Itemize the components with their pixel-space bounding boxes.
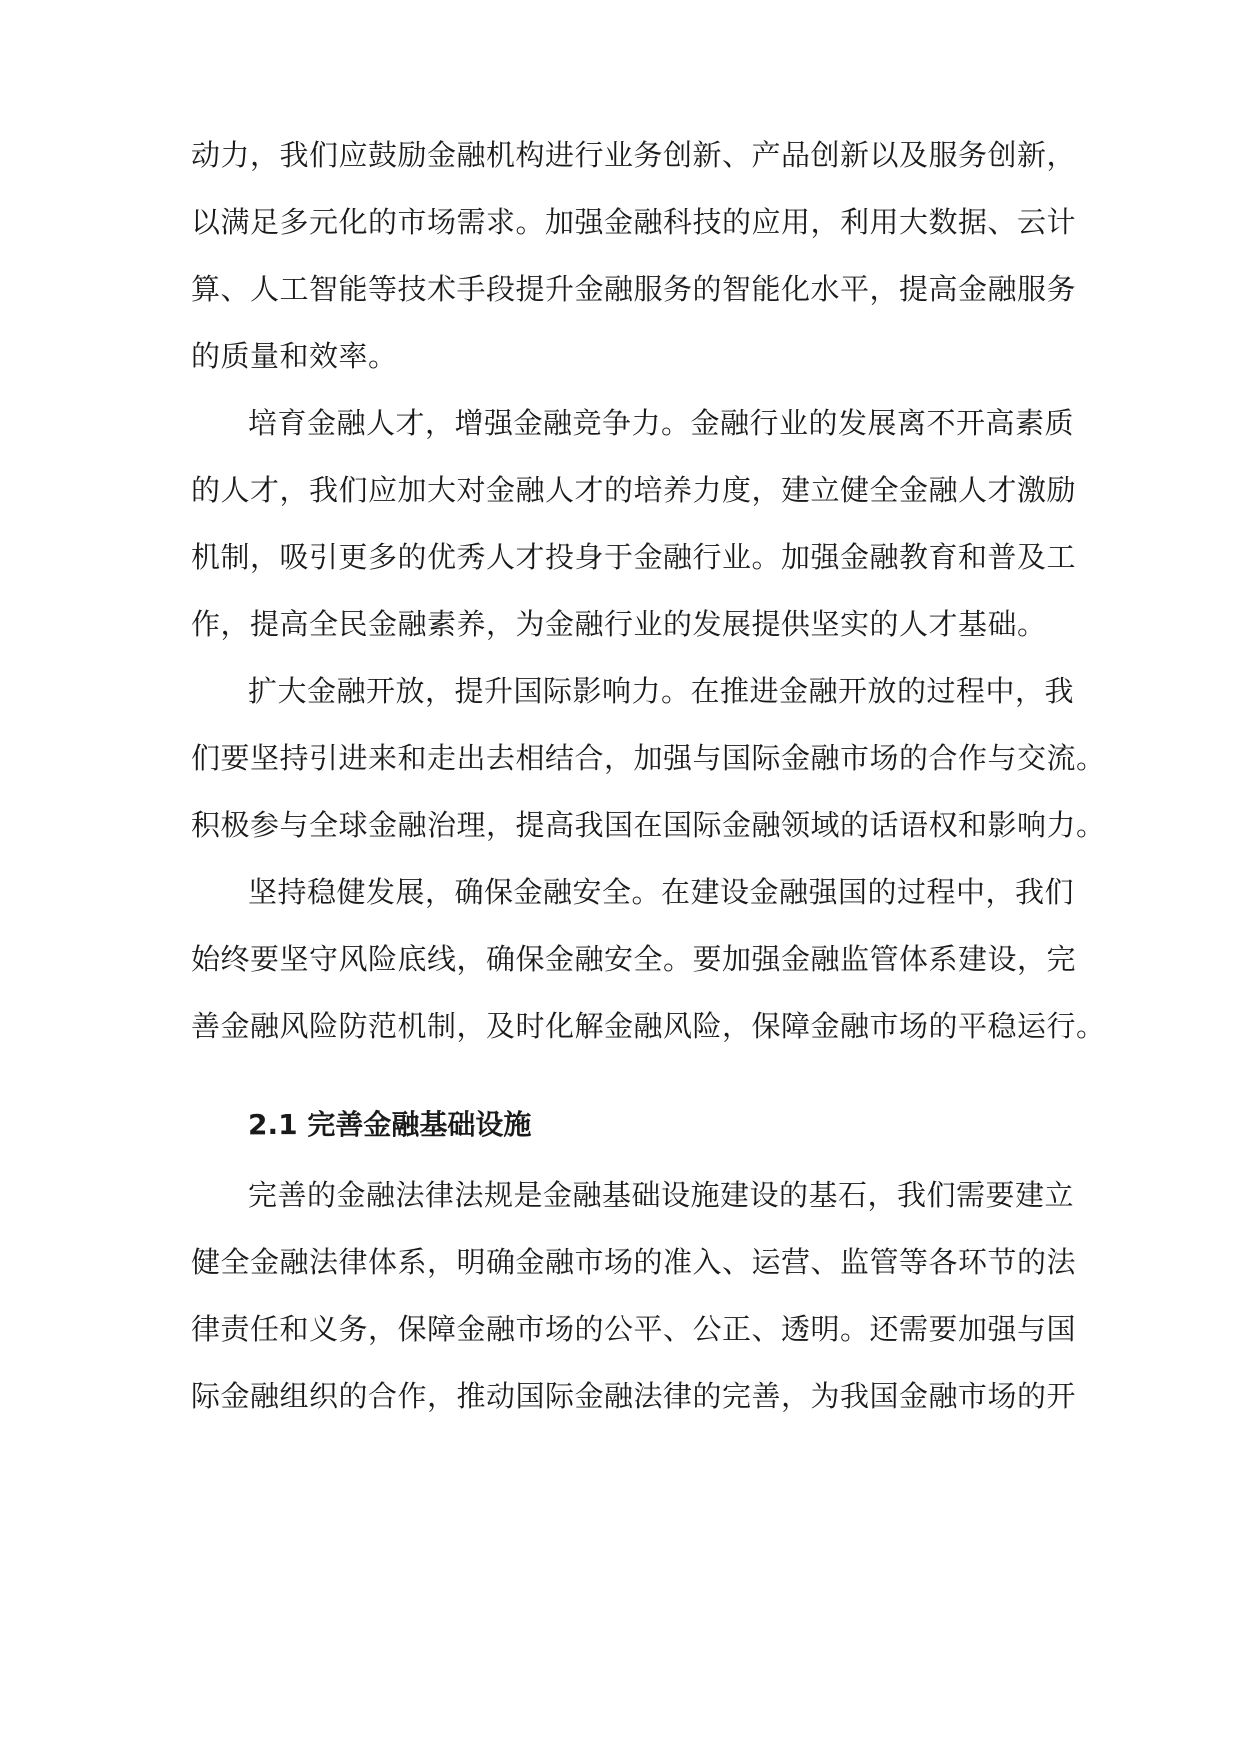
paragraph-1-line-3: 算、人工智能等技术手段提升金融服务的智能化水平，提高金融服务 <box>191 272 1077 306</box>
paragraph-5-line-1: 完善的金融法律法规是金融基础设施建设的基石，我们需要建立 <box>248 1178 1075 1212</box>
paragraph-1-line-1: 动力，我们应鼓励金融机构进行业务创新、产品创新以及服务创新， <box>191 138 1077 172</box>
paragraph-5-line-4: 际金融组织的合作，推动国际金融法律的完善，为我国金融市场的开 <box>191 1379 1077 1413</box>
paragraph-2-line-3: 机制，吸引更多的优秀人才投身于金融行业。加强金融教育和普及工 <box>191 540 1077 574</box>
paragraph-5-line-2: 健全金融法律体系，明确金融市场的准入、运营、监管等各环节的法 <box>191 1245 1077 1279</box>
paragraph-2-line-4: 作，提高全民金融素养，为金融行业的发展提供坚实的人才基础。 <box>191 607 1047 641</box>
paragraph-1-line-4: 的质量和效率。 <box>191 339 398 373</box>
paragraph-1-line-2: 以满足多元化的市场需求。加强金融科技的应用，利用大数据、云计 <box>191 205 1077 239</box>
section-heading: 2.1 完善金融基础设施 <box>248 1108 532 1141</box>
paragraph-2-line-2: 的人才，我们应加大对金融人才的培养力度，建立健全金融人才激励 <box>191 473 1077 507</box>
paragraph-4-line-1: 坚持稳健发展，确保金融安全。在建设金融强国的过程中，我们 <box>248 875 1075 909</box>
paragraph-5-line-3: 律责任和义务，保障金融市场的公平、公正、透明。还需要加强与国 <box>191 1312 1077 1346</box>
paragraph-3-line-2: 们要坚持引进来和走出去相结合，加强与国际金融市场的合作与交流。 <box>191 741 1106 775</box>
paragraph-2-line-1: 培育金融人才，增强金融竞争力。金融行业的发展离不开高素质 <box>248 406 1075 440</box>
paragraph-4-line-2: 始终要坚守风险底线，确保金融安全。要加强金融监管体系建设，完 <box>191 942 1077 976</box>
paragraph-3-line-1: 扩大金融开放，提升国际影响力。在推进金融开放的过程中，我 <box>248 674 1075 708</box>
paragraph-3-line-3: 积极参与全球金融治理，提高我国在国际金融领域的话语权和影响力。 <box>191 808 1106 842</box>
paragraph-4-line-3: 善金融风险防范机制，及时化解金融风险，保障金融市场的平稳运行。 <box>191 1009 1106 1043</box>
